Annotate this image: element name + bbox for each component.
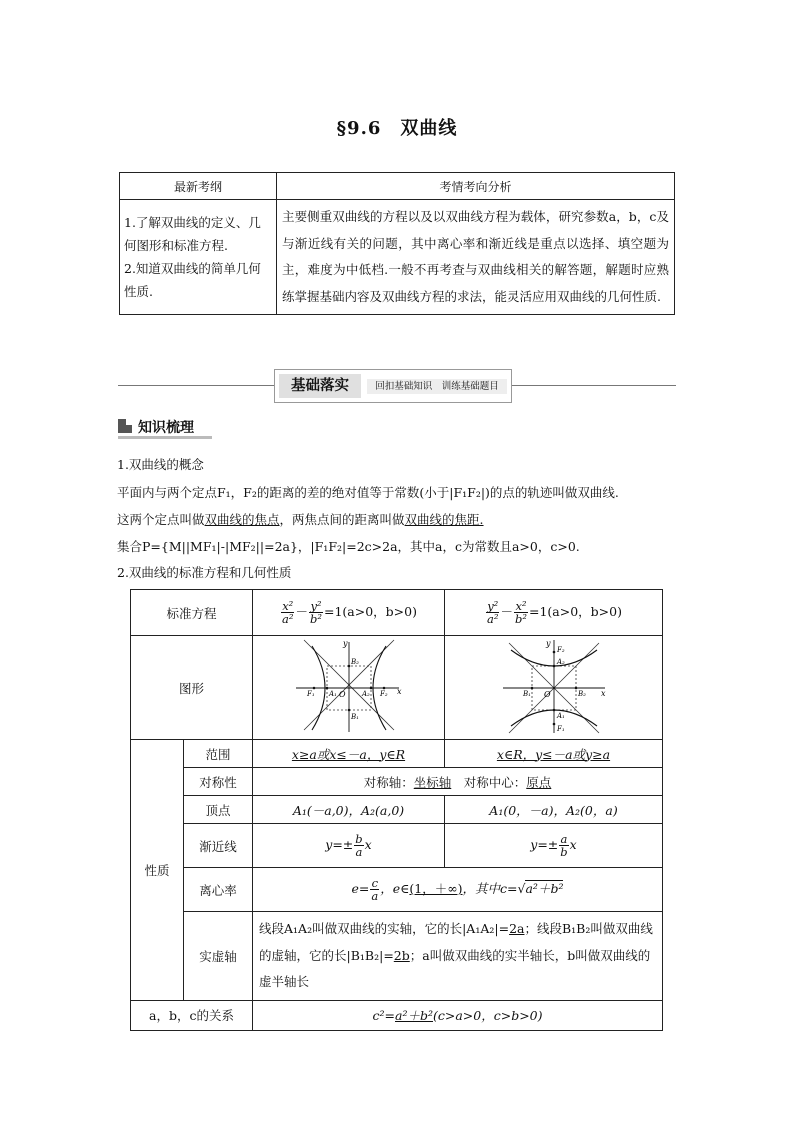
text: 对称轴： [363, 774, 414, 790]
graph-horizontal [253, 636, 445, 740]
row-label-graph: 图形 [131, 636, 253, 740]
text: 这两个定点叫做 [117, 512, 205, 527]
label-f1: F₁ [556, 725, 565, 733]
den: b² [310, 612, 322, 626]
asymptote-horizontal [253, 824, 445, 868]
concept-line-2 [117, 510, 484, 528]
num: y² [310, 599, 322, 613]
frac [370, 877, 379, 902]
properties-table [130, 589, 663, 1031]
row-label-standard-equation: 标准方程 [131, 590, 253, 636]
asymptote-vertical [445, 824, 663, 868]
text: ；a叫做双曲线的实半轴长，b叫做双曲线的虚半轴长 [259, 947, 651, 989]
syllabus-analysis: 主要侧重双曲线的方程以及以双曲线方程为载体，研究参数a，b，c及与渐近线有关的问题，其中离心率和渐近线是重点以选择、填空题为主，难度为中低档.一般不再考查与双曲线相关的解答题，解题时应熟练掌握基础内容及双曲线方程的求法，能灵活应用双曲线的几何性质. [277, 200, 675, 315]
label-y: y [545, 639, 551, 648]
label-x: x [600, 689, 606, 698]
eccentricity-range: (1，＋∞) [409, 881, 463, 896]
banner-main: 基础落实 [279, 374, 361, 398]
group-label-properties: 性质 [131, 740, 184, 1001]
text: 对称中心： [451, 774, 527, 790]
label-f2: F₂ [379, 690, 388, 698]
text: e= [351, 881, 370, 896]
vertex-vertical: A₁(0，－a)，A₂(0，a) [445, 796, 663, 824]
text: ，其中c= [462, 881, 518, 896]
label-y: y [342, 639, 348, 648]
frac [281, 600, 294, 625]
vertex-horizontal: A₁(－a,0)，A₂(a,0) [253, 796, 445, 824]
text: y=± [530, 837, 559, 852]
real-axis-length: 2a [509, 921, 525, 936]
label-o: O [338, 690, 346, 699]
focal-distance-term: 双曲线的焦距. [404, 512, 484, 527]
eccentricity-value [253, 868, 663, 912]
range-vertical: x∈R，y≤－a或y≥a [445, 740, 663, 768]
imaginary-axis-length: 2b [393, 947, 410, 963]
banner-left-line [118, 385, 274, 386]
text: (c>a>0，c>b>0) [432, 1008, 543, 1023]
label-f1: F₁ [306, 690, 315, 698]
range-horizontal: x≥a或x≤－a，y∈R [253, 740, 445, 768]
row-label-eccentricity: 离心率 [184, 868, 253, 912]
num: x² [282, 599, 294, 613]
row-label-asymptote: 渐近线 [184, 824, 253, 868]
text: 线段A₁A₂叫做双曲线的实轴，它的长|A₁A₂|= [259, 921, 510, 936]
row-label-range: 范围 [184, 740, 253, 768]
graph-vertical [445, 636, 663, 740]
equation-vertical: $\frac{\text{y²}}{\text{a²}}$ － $\frac{\text{x²}}{\text{b²}}$ =1(a>0，b>0) [445, 590, 663, 636]
den: b² [515, 612, 527, 626]
text: c²= [372, 1008, 395, 1023]
syllabus-header-2: 考情考向分析 [277, 173, 675, 200]
section-square-icon [118, 419, 132, 433]
props-heading: 2.双曲线的标准方程和几何性质 [117, 565, 292, 580]
sqrt-sign: √ [517, 881, 526, 896]
den: a² [282, 612, 294, 626]
concept-line-1: 平面内与两个定点F₁，F₂的距离的差的绝对值等于常数(小于|F₁F₂|)的点的轨迹叫做双曲线. [117, 485, 619, 500]
section-banner [118, 369, 676, 403]
syllabus-table [119, 172, 675, 315]
text: x [364, 837, 372, 852]
sqrt-radicand: a²＋b² [525, 881, 564, 896]
den: b [560, 845, 568, 859]
requirement-1: 1.了解双曲线的定义、几何图形和标准方程. [124, 215, 261, 253]
eq-tail: =1(a>0，b>0) [528, 604, 622, 619]
page-title: §9.6 双曲线 [336, 118, 458, 139]
concept-line-3: 集合P={M||MF₁|-|MF₂||=2a}，|F₁F₂|=2c>2a，其中a，c为常数且a>0，c>0. [117, 539, 580, 554]
den: a [355, 845, 363, 859]
den: a [371, 889, 379, 903]
label-b2: B₂ [350, 658, 359, 666]
row-label-symmetry: 对称性 [184, 768, 253, 796]
axes-value [253, 912, 663, 1001]
text: ，两焦点间的距离叫做 [279, 512, 405, 527]
label-o: O [543, 690, 551, 699]
eq-tail: =1(a>0，b>0) [323, 604, 417, 619]
knowledge-section-header [118, 417, 212, 439]
den: a² [487, 612, 499, 626]
label-a2: A₂ [361, 690, 370, 698]
section-underline [118, 436, 212, 439]
num: b [355, 832, 363, 846]
text: y=± [325, 837, 354, 852]
label-a2: A₂ [556, 658, 565, 666]
relation-value [253, 1000, 663, 1030]
label-x: x [396, 687, 402, 696]
label-b1: B₁ [350, 713, 359, 721]
concept-heading: 1.双曲线的概念 [117, 457, 204, 472]
label-b1: B₁ [522, 690, 531, 698]
label-a1: A₁ [556, 712, 565, 720]
text: ，e∈ [380, 881, 410, 896]
banner-right-line [512, 385, 676, 386]
banner-box [274, 369, 512, 403]
hyperbola-horizontal-figure [294, 638, 404, 734]
relation-sum: a²＋b² [395, 1008, 433, 1023]
label-a1: A₁ [328, 690, 337, 698]
num: x² [515, 599, 527, 613]
num: y² [487, 599, 499, 613]
syllabus-header-1: 最新考纲 [120, 173, 277, 200]
equation-horizontal: $\frac{\text{x²}}{\text{a²}}$ － $\frac{\text{y²}}{\text{b²}}$ =1(a>0，b>0) [253, 590, 445, 636]
text: x [569, 837, 577, 852]
label-f2: F₂ [556, 646, 565, 654]
focus-term: 双曲线的焦点 [204, 512, 280, 527]
frac [354, 833, 363, 858]
symmetry-center: 原点 [526, 774, 552, 790]
row-label-vertex: 顶点 [184, 796, 253, 824]
symmetry-value [253, 768, 663, 796]
banner-sub: 回扣基础知识 训练基础题目 [367, 379, 507, 394]
row-label-axes: 实虚轴 [184, 912, 253, 1001]
frac [309, 600, 323, 625]
text: ；线段B₁B₂叫做双曲线的虚轴，它的长|B₁B₂|= [259, 921, 653, 963]
num: a [560, 832, 568, 846]
requirement-2: 2.知道双曲线的简单几何性质. [124, 261, 261, 299]
row-label-relation: a，b，c的关系 [131, 1000, 253, 1030]
label-b2: B₂ [577, 690, 586, 698]
frac [559, 833, 568, 858]
frac [514, 600, 528, 625]
section-title: 知识梳理 [138, 420, 194, 436]
frac [486, 600, 499, 625]
hyperbola-vertical-figure [499, 638, 609, 734]
num: c [371, 876, 379, 890]
symmetry-axis: 坐标轴 [413, 774, 452, 790]
syllabus-requirements [120, 200, 277, 315]
